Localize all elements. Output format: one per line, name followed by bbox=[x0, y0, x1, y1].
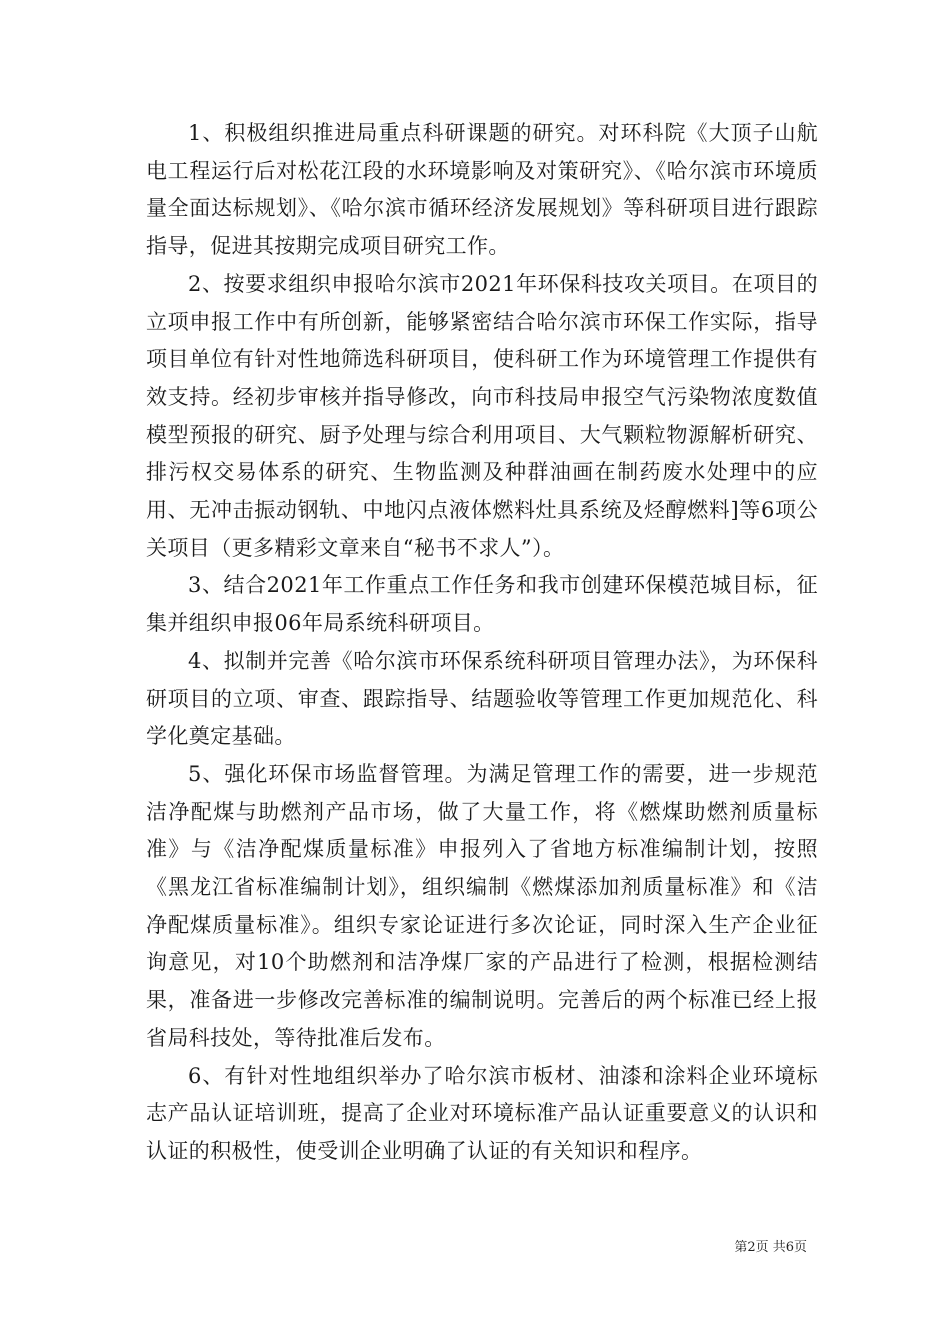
document-body bbox=[146, 115, 818, 1171]
paragraph-2: 2、按要求组织申报哈尔滨市2021年环保科技攻关项目。在项目的立项申报工作中有所创新，能够紧密结合哈尔滨市环保工作实际，指导项目单位有针对性地筛选科研项目，使科研工作为环境管理工作提供有效支持。经初步审核并指导修改，向市科技局申报空气污染物浓度数值模型预报的研究、厨予处理与综合利用项目、大气颗粒物源解析研究、排污权交易体系的研究、生物监测及种群油画在制药废水处理中的应用、无冲击振动钢轨、中地闪点液体燃料灶具系统及烃醇燃料]等6项公关项目（更多精彩文章来自“秘书不求人”）。 bbox=[146, 271, 818, 560]
paragraph-1: 1、积极组织推进局重点科研课题的研究。对环科院《大顶子山航电工程运行后对松花江段的水环境影响及对策研究》、《哈尔滨市环境质量全面达标规划》、《哈尔滨市循环经济发展规划》等科研项目进行跟踪指导，促进其按期完成项目研究工作。 bbox=[146, 121, 818, 259]
paragraph-3: 3、结合2021年工作重点工作任务和我市创建环保模范城目标，征集并组织申报06年局系统科研项目。 bbox=[146, 573, 818, 636]
paragraph-5: 5、强化环保市场监督管理。为满足管理工作的需要，进一步规范洁净配煤与助燃剂产品市场，做了大量工作，将《燃煤助燃剂质量标准》与《洁净配煤质量标准》申报列入了省地方标准编制计划，按照《黑龙江省标准编制计划》，组织编制《燃煤添加剂质量标准》和《洁净配煤质量标准》。组织专家论证进行多次论证，同时深入生产企业征询意见，对10个助燃剂和洁净煤厂家的产品进行了检测，根据检测结果，准备进一步修改完善标准的编制说明。完善后的两个标准已经上报省局科技处，等待批准后发布。 bbox=[146, 761, 818, 1050]
paragraph-4: 4、拟制并完善《哈尔滨市环保系统科研项目管理办法》，为环保科研项目的立项、审查、跟踪指导、结题验收等管理工作更加规范化、科学化奠定基础。 bbox=[146, 648, 818, 749]
page-number-footer: 第2页 共6页 bbox=[734, 1240, 807, 1255]
paragraph-6: 6、有针对性地组织举办了哈尔滨市板材、油漆和涂料企业环境标志产品认证培训班，提高了企业对环境标准产品认证重要意义的认识和认证的积极性，使受训企业明确了认证的有关知识和程序。 bbox=[146, 1063, 818, 1163]
